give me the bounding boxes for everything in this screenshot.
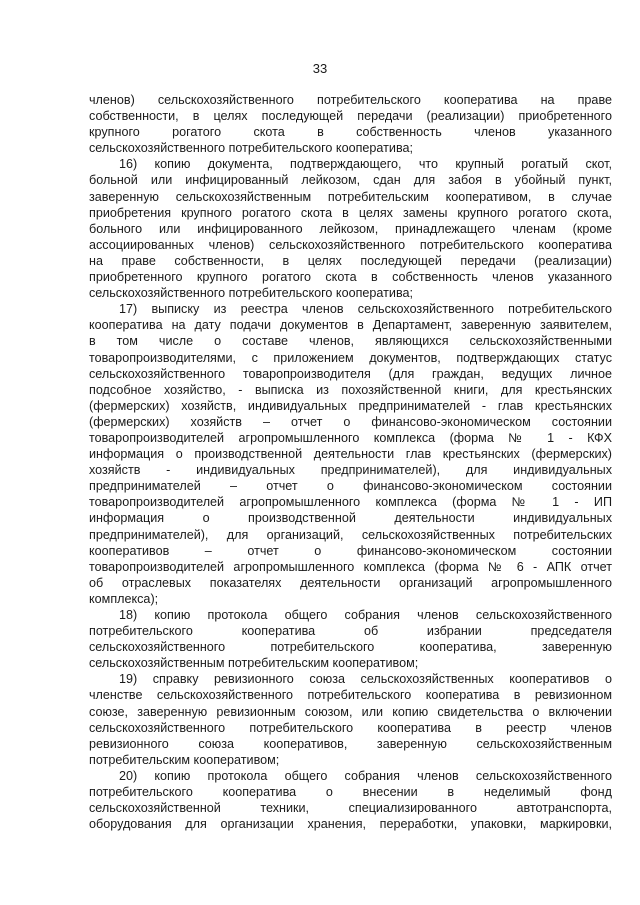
document-body <box>89 92 612 832</box>
text-line: собственности, в целях последующей передачи (реализации) приобретенного <box>89 109 612 124</box>
paragraph-p19 <box>89 671 612 768</box>
text-line: 19) справку ревизионного союза сельскохозяйственных кооперативов о <box>119 672 612 687</box>
text-line: товаропроизводителями, с приложением документов, подтверждающих статус <box>89 350 612 365</box>
text-line: 17) выписку из реестра членов сельскохозяйственного потребительского <box>119 302 612 317</box>
text-line: в том числе о составе членов, являющихся сельскохозяйственными <box>89 334 612 349</box>
paragraph-p18 <box>89 607 612 671</box>
text-line: комплекса); <box>89 591 159 606</box>
text-line: сельскохозяйственной техники, специализированного автотранспорта, <box>89 801 612 816</box>
text-line: хозяйств - индивидуальных предпринимателей), для индивидуальных <box>89 463 612 478</box>
text-line: сельскохозяйственного потребительского кооператива, заверенную <box>89 640 612 655</box>
text-line: членов) сельскохозяйственного потребительского кооператива на праве <box>89 93 612 107</box>
text-line: больного или инфицированного лейкозом, принадлежащего членам (кроме <box>89 221 612 236</box>
text-line: потребительского кооператива о внесении в неделимый фонд <box>89 785 612 800</box>
text-line: членстве сельскохозяйственного потребительского кооператива в ревизионном <box>89 688 612 703</box>
text-line: сельскохозяйственного потребительского кооператива; <box>89 141 413 156</box>
text-line: (фермерских) хозяйств – отчет о финансово-экономическом состоянии <box>89 414 612 429</box>
text-line: потребительским кооперативом; <box>89 752 280 767</box>
text-line: 16) копию документа, подтверждающего, что крупный рогатый скот, <box>119 157 612 172</box>
text-line: крупного рогатого скота в собственность членов указанного <box>89 125 612 140</box>
text-line: 18) копию протокола общего собрания членов сельскохозяйственного <box>119 608 612 622</box>
text-line: товаропроизводителей агропромышленного комплекса (форма № 6 - АПК отчет <box>89 559 612 574</box>
text-line: на праве собственности, в целях последующей передачи (реализации) <box>89 253 612 268</box>
text-line: заверенную сельскохозяйственным потребительским кооперативом, в случае <box>89 189 612 204</box>
text-line: союзе, заверенную ревизионным союзом, или копию свидетельства о включении <box>89 704 612 719</box>
text-line: кооперативов – отчет о финансово-экономическом состоянии <box>89 543 612 558</box>
text-line: кооператива на дату подачи документов в Департамент, заверенную заявителем, <box>89 318 612 333</box>
text-line: сельскохозяйственного потребительского кооператива в реестр членов <box>89 720 612 735</box>
paragraph-p17 <box>89 301 612 607</box>
text-line: сельскохозяйственным потребительским кооперативом; <box>89 656 419 671</box>
text-line: предпринимателей – отчет о финансово-экономическом состоянии <box>89 479 612 494</box>
text-line: сельскохозяйственного потребительского кооператива; <box>89 286 413 301</box>
text-line: приобретенного крупного рогатого скота в собственность членов указанного <box>89 270 612 285</box>
text-line: товаропроизводителей агропромышленного комплекса (форма № 1 - ИП <box>89 495 612 510</box>
text-line: больной или инфицированный лейкозом, сдан для забоя в убойный пункт, <box>89 173 612 188</box>
text-line: информация о производственной деятельности индивидуальных <box>89 511 612 526</box>
paragraph-p16 <box>89 156 612 301</box>
text-line: ассоциированных членов) сельскохозяйственного потребительского кооператива <box>89 237 612 252</box>
text-line: сельскохозяйственного товаропроизводителя (для граждан, ведущих личное <box>89 366 612 381</box>
text-line: потребительского кооператива об избрании председателя <box>89 624 612 639</box>
text-line: предпринимателей), для организаций, сельскохозяйственных потребительских <box>89 527 612 542</box>
text-line: информация о производственной деятельности глав крестьянских (фермерских) <box>89 447 612 462</box>
paragraph-p15-tail <box>89 92 612 156</box>
paragraph-p20 <box>89 768 612 832</box>
page-number: 33 <box>312 61 328 76</box>
text-line: ревизионного союза кооперативов, заверенную сельскохозяйственным <box>89 736 612 751</box>
text-line: приобретения крупного рогатого скота в целях замены крупного рогатого скота, <box>89 205 612 220</box>
text-line: об отраслевых показателях деятельности организаций агропромышленного <box>89 575 612 590</box>
text-line: 20) копию протокола общего собрания членов сельскохозяйственного <box>119 768 612 783</box>
text-line: оборудования для организации хранения, переработки, упаковки, маркировки, <box>89 817 612 832</box>
text-line: (фермерских) хозяйств, индивидуальных предпринимателей - глав крестьянских <box>89 398 612 413</box>
text-line: подсобное хозяйство, - выписка из похозяйственной книги, для крестьянских <box>89 382 612 397</box>
text-line: товаропроизводителей агропромышленного комплекса (форма № 1 - КФХ <box>89 430 612 445</box>
